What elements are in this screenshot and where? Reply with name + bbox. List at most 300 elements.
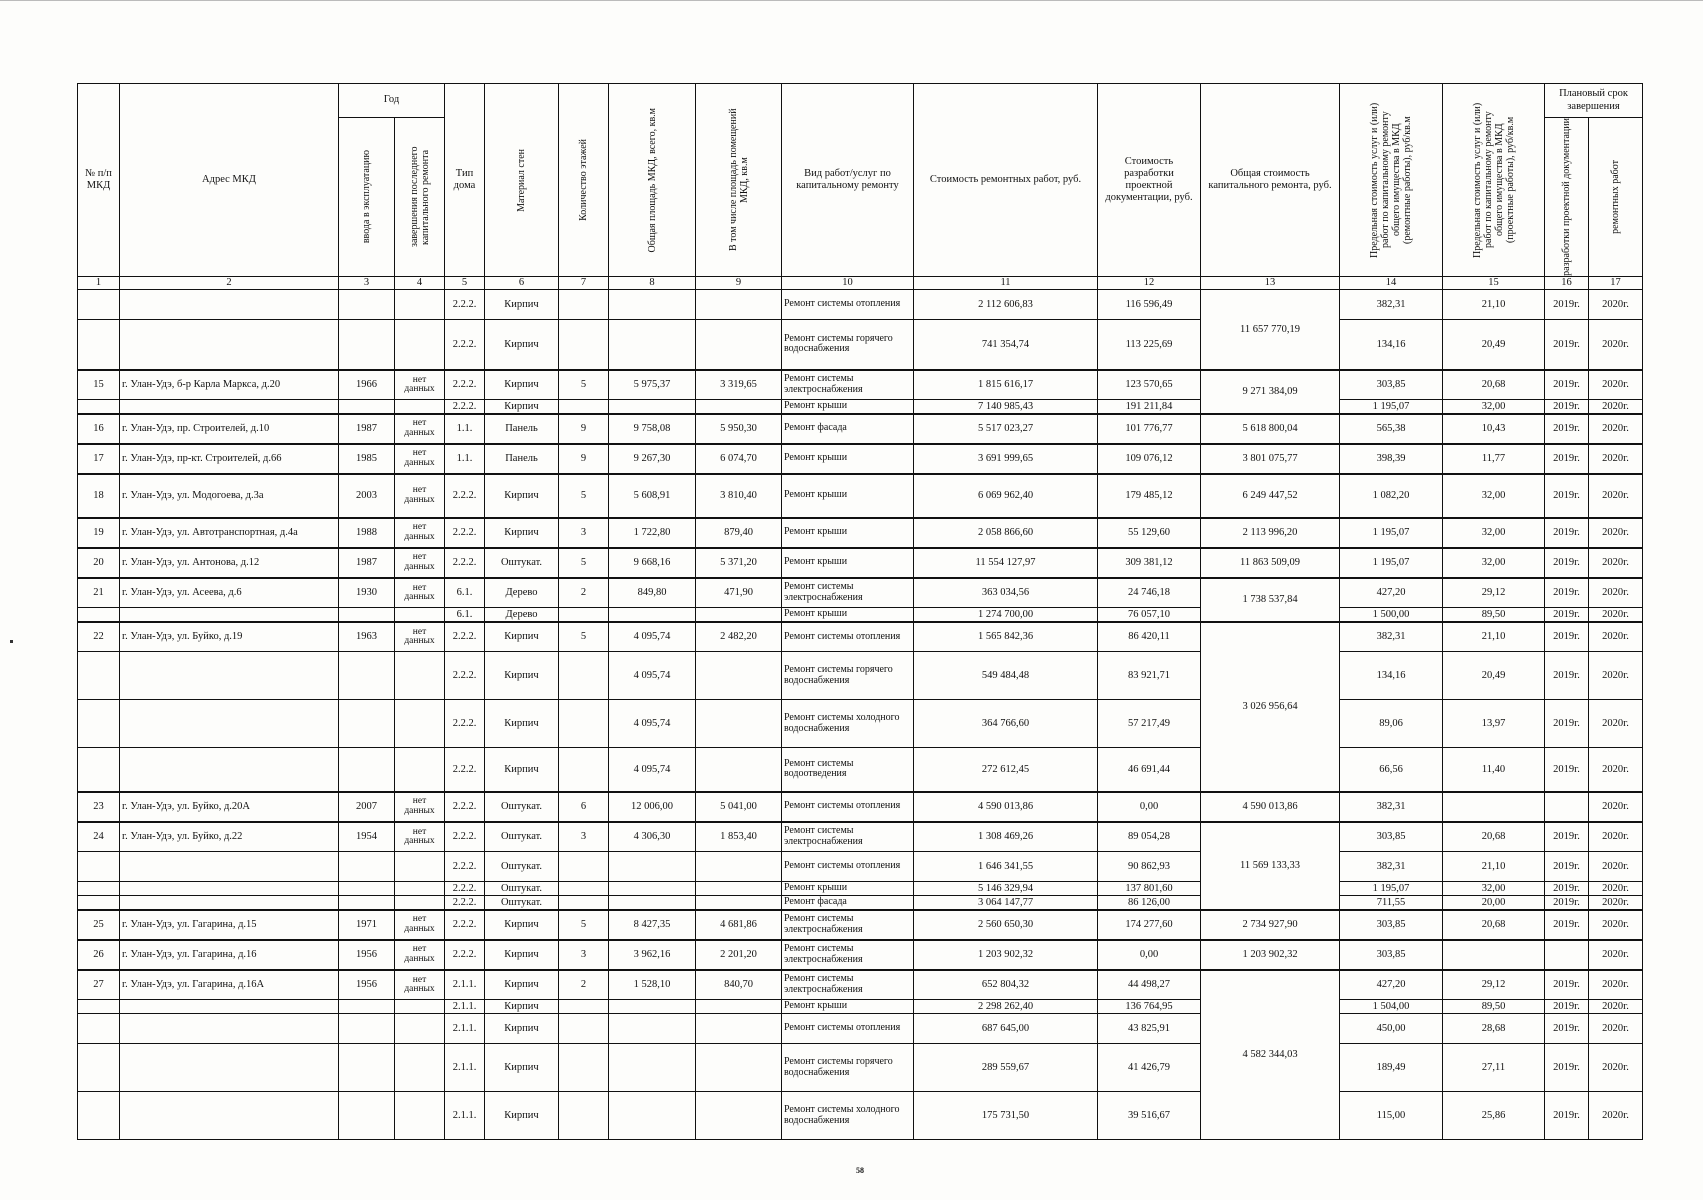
- cell-total-cost: 1 203 902,32: [1201, 940, 1340, 970]
- cell-work-type: Ремонт системы электроснабжения: [782, 370, 914, 400]
- cell-plan-design: 2019г.: [1545, 320, 1589, 370]
- cell-limit-design: 21,10: [1443, 622, 1545, 652]
- cell-year-last-repair: [395, 608, 445, 622]
- cell-premises-area: 5 041,00: [696, 792, 782, 822]
- cell-work-type: Ремонт крыши: [782, 400, 914, 414]
- cell-num: 24: [78, 822, 120, 852]
- cell-total-cost: 6 249 447,52: [1201, 474, 1340, 518]
- cell-design-cost: 44 498,27: [1098, 970, 1201, 1000]
- cell-year-last-repair: нет данных: [395, 548, 445, 578]
- cell-year-last-repair: [395, 1014, 445, 1044]
- cell-design-cost: 113 225,69: [1098, 320, 1201, 370]
- cell-wall-material: Кирпич: [485, 400, 559, 414]
- table-row: [78, 700, 1643, 748]
- table-row: [78, 290, 1643, 320]
- cell-house-type: 2.2.2.: [445, 320, 485, 370]
- cell-floors: 5: [559, 474, 609, 518]
- cell-house-type: 2.2.2.: [445, 400, 485, 414]
- cell-year-commission: [339, 652, 395, 700]
- cell-total-area: [609, 1014, 696, 1044]
- cell-address: [120, 320, 339, 370]
- cell-year-commission: [339, 1092, 395, 1140]
- cell-num: 17: [78, 444, 120, 474]
- cell-total-area: 1 722,80: [609, 518, 696, 548]
- cell-address: г. Улан-Удэ, пр-кт. Строителей, д.66: [120, 444, 339, 474]
- cell-work-type: Ремонт системы отопления: [782, 622, 914, 652]
- table-row: [78, 940, 1643, 970]
- cell-year-commission: 1954: [339, 822, 395, 852]
- cell-year-last-repair: [395, 1092, 445, 1140]
- cell-limit-repair: 427,20: [1340, 970, 1443, 1000]
- cell-address: г. Улан-Удэ, ул. Асеева, д.6: [120, 578, 339, 608]
- cell-wall-material: Кирпич: [485, 940, 559, 970]
- cell-total-area: 9 758,08: [609, 414, 696, 444]
- cell-premises-area: 879,40: [696, 518, 782, 548]
- cell-address: г. Улан-Удэ, ул. Гагарина, д.16: [120, 940, 339, 970]
- cell-limit-repair: 1 195,07: [1340, 548, 1443, 578]
- cell-num: 25: [78, 910, 120, 940]
- cell-house-type: 2.2.2.: [445, 290, 485, 320]
- cell-plan-repair: 2020г.: [1589, 548, 1643, 578]
- cell-num: [78, 896, 120, 910]
- cell-premises-area: [696, 882, 782, 896]
- cell-premises-area: 6 074,70: [696, 444, 782, 474]
- cell-design-cost: 43 825,91: [1098, 1014, 1201, 1044]
- cell-design-cost: 0,00: [1098, 792, 1201, 822]
- cell-plan-design: 2019г.: [1545, 652, 1589, 700]
- cell-total-cost: 2 113 996,20: [1201, 518, 1340, 548]
- cell-year-last-repair: [395, 400, 445, 414]
- cell-design-cost: 83 921,71: [1098, 652, 1201, 700]
- cell-limit-repair: 382,31: [1340, 290, 1443, 320]
- cell-limit-repair: 66,56: [1340, 748, 1443, 792]
- cell-address: г. Улан-Удэ, б-р Карла Маркса, д.20: [120, 370, 339, 400]
- cell-year-commission: 1930: [339, 578, 395, 608]
- cell-wall-material: Кирпич: [485, 652, 559, 700]
- cell-design-cost: 39 516,67: [1098, 1092, 1201, 1140]
- cell-total-area: 4 095,74: [609, 700, 696, 748]
- table-row: [78, 608, 1643, 622]
- cell-year-commission: 1987: [339, 414, 395, 444]
- cell-address: г. Улан-Удэ, ул. Буйко, д.22: [120, 822, 339, 852]
- cell-premises-area: 4 681,86: [696, 910, 782, 940]
- cell-limit-design: 28,68: [1443, 1014, 1545, 1044]
- cell-num: 20: [78, 548, 120, 578]
- cell-address: [120, 852, 339, 882]
- cell-wall-material: Оштукат.: [485, 882, 559, 896]
- cell-limit-design: 25,86: [1443, 1092, 1545, 1140]
- cell-work-type: Ремонт крыши: [782, 444, 914, 474]
- cell-premises-area: [696, 896, 782, 910]
- cell-repair-cost: 5 146 329,94: [914, 882, 1098, 896]
- cell-limit-design: 32,00: [1443, 400, 1545, 414]
- cell-repair-cost: 1 203 902,32: [914, 940, 1098, 970]
- table-row: [78, 1044, 1643, 1092]
- cell-house-type: 2.1.1.: [445, 1092, 485, 1140]
- cell-repair-cost: 11 554 127,97: [914, 548, 1098, 578]
- cell-total-cost: 2 734 927,90: [1201, 910, 1340, 940]
- cell-wall-material: Кирпич: [485, 290, 559, 320]
- cell-year-commission: [339, 1014, 395, 1044]
- cell-plan-repair: 2020г.: [1589, 896, 1643, 910]
- cell-wall-material: Дерево: [485, 578, 559, 608]
- cell-num: [78, 700, 120, 748]
- cell-wall-material: Кирпич: [485, 1000, 559, 1014]
- header-repair-cost: Стоимость ремонтных работ, руб.: [914, 84, 1098, 277]
- cell-floors: [559, 1000, 609, 1014]
- cell-plan-repair: 2020г.: [1589, 622, 1643, 652]
- cell-house-type: 2.1.1.: [445, 1000, 485, 1014]
- cell-limit-design: 20,68: [1443, 370, 1545, 400]
- cell-limit-design: 32,00: [1443, 548, 1545, 578]
- cell-premises-area: [696, 608, 782, 622]
- cell-work-type: Ремонт фасада: [782, 896, 914, 910]
- cell-num: 22: [78, 622, 120, 652]
- cell-house-type: 6.1.: [445, 608, 485, 622]
- cell-limit-design: 13,97: [1443, 700, 1545, 748]
- cell-design-cost: 90 862,93: [1098, 852, 1201, 882]
- table-row: [78, 518, 1643, 548]
- cell-num: 15: [78, 370, 120, 400]
- cell-limit-design: 89,50: [1443, 1000, 1545, 1014]
- top-edge-rule: [0, 0, 1703, 1]
- cell-premises-area: 2 201,20: [696, 940, 782, 970]
- table-row: [78, 474, 1643, 518]
- table-body: [78, 290, 1643, 1140]
- cell-house-type: 2.2.2.: [445, 548, 485, 578]
- cell-address: [120, 290, 339, 320]
- cell-premises-area: [696, 700, 782, 748]
- cell-plan-repair: 2020г.: [1589, 970, 1643, 1000]
- cell-premises-area: 5 950,30: [696, 414, 782, 444]
- cell-total-area: 8 427,35: [609, 910, 696, 940]
- cell-year-commission: [339, 852, 395, 882]
- header-total-cost: Общая стоимость капитального ремонта, руб.: [1201, 84, 1340, 277]
- cell-year-last-repair: [395, 748, 445, 792]
- cell-work-type: Ремонт системы отопления: [782, 792, 914, 822]
- table-row: [78, 400, 1643, 414]
- cell-year-last-repair: нет данных: [395, 414, 445, 444]
- cell-premises-area: 3 319,65: [696, 370, 782, 400]
- cell-limit-design: 20,00: [1443, 896, 1545, 910]
- table-row: [78, 970, 1643, 1000]
- header-plan-group: Плановый срок завершения: [1545, 84, 1643, 118]
- table-row: [78, 748, 1643, 792]
- cell-limit-repair: 1 082,20: [1340, 474, 1443, 518]
- cell-house-type: 2.2.2.: [445, 474, 485, 518]
- cell-limit-repair: 1 195,07: [1340, 882, 1443, 896]
- cell-year-last-repair: [395, 882, 445, 896]
- cell-house-type: 2.2.2.: [445, 748, 485, 792]
- cell-plan-design: 2019г.: [1545, 414, 1589, 444]
- cell-total-area: 4 095,74: [609, 622, 696, 652]
- cell-limit-repair: 134,16: [1340, 652, 1443, 700]
- cell-floors: [559, 1044, 609, 1092]
- col-number: 16: [1545, 277, 1589, 290]
- cell-premises-area: [696, 1044, 782, 1092]
- cell-year-commission: 2007: [339, 792, 395, 822]
- cell-plan-repair: 2020г.: [1589, 852, 1643, 882]
- cell-limit-repair: 1 504,00: [1340, 1000, 1443, 1014]
- cell-wall-material: Оштукат.: [485, 792, 559, 822]
- cell-address: [120, 608, 339, 622]
- cell-num: [78, 320, 120, 370]
- cell-plan-repair: 2020г.: [1589, 792, 1643, 822]
- cell-plan-design: 2019г.: [1545, 290, 1589, 320]
- cell-plan-repair: 2020г.: [1589, 578, 1643, 608]
- cell-total-cost: 4 590 013,86: [1201, 792, 1340, 822]
- cell-plan-repair: 2020г.: [1589, 652, 1643, 700]
- cell-wall-material: Кирпич: [485, 622, 559, 652]
- cell-total-area: [609, 882, 696, 896]
- cell-year-commission: [339, 608, 395, 622]
- cell-design-cost: 0,00: [1098, 940, 1201, 970]
- col-number: 14: [1340, 277, 1443, 290]
- cell-total-area: [609, 290, 696, 320]
- cell-plan-design: 2019г.: [1545, 700, 1589, 748]
- cell-total-area: 4 095,74: [609, 748, 696, 792]
- cell-address: [120, 1092, 339, 1140]
- cell-premises-area: [696, 290, 782, 320]
- cell-year-commission: [339, 700, 395, 748]
- cell-plan-design: 2019г.: [1545, 852, 1589, 882]
- cell-wall-material: Кирпич: [485, 1092, 559, 1140]
- cell-house-type: 6.1.: [445, 578, 485, 608]
- cell-year-commission: 2003: [339, 474, 395, 518]
- header-work-type: Вид работ/услуг по капитальному ремонту: [782, 84, 914, 277]
- cell-work-type: Ремонт крыши: [782, 608, 914, 622]
- cell-repair-cost: 1 565 842,36: [914, 622, 1098, 652]
- capital-repair-table: [77, 83, 1643, 1140]
- cell-limit-repair: 450,00: [1340, 1014, 1443, 1044]
- cell-year-commission: 1966: [339, 370, 395, 400]
- cell-address: [120, 896, 339, 910]
- cell-limit-repair: 398,39: [1340, 444, 1443, 474]
- cell-year-commission: [339, 896, 395, 910]
- cell-premises-area: 5 371,20: [696, 548, 782, 578]
- cell-limit-design: 32,00: [1443, 882, 1545, 896]
- cell-limit-design: 89,50: [1443, 608, 1545, 622]
- cell-design-cost: 101 776,77: [1098, 414, 1201, 444]
- cell-floors: 3: [559, 822, 609, 852]
- cell-num: [78, 290, 120, 320]
- cell-year-last-repair: [395, 652, 445, 700]
- cell-total-cost: 3 801 075,77: [1201, 444, 1340, 474]
- cell-design-cost: 57 217,49: [1098, 700, 1201, 748]
- cell-house-type: 2.2.2.: [445, 852, 485, 882]
- col-number: 11: [914, 277, 1098, 290]
- cell-address: [120, 700, 339, 748]
- cell-year-commission: 1971: [339, 910, 395, 940]
- cell-total-area: 9 267,30: [609, 444, 696, 474]
- cell-limit-design: 29,12: [1443, 578, 1545, 608]
- header-num: № п/п МКД: [78, 84, 120, 277]
- cell-wall-material: Оштукат.: [485, 548, 559, 578]
- cell-total-cost: 11 657 770,19: [1201, 290, 1340, 370]
- header-year-last-repair: завершения последнего капитального ремонта: [395, 118, 445, 277]
- cell-limit-design: 32,00: [1443, 474, 1545, 518]
- cell-total-area: 4 095,74: [609, 652, 696, 700]
- cell-floors: [559, 896, 609, 910]
- cell-limit-design: 29,12: [1443, 970, 1545, 1000]
- cell-work-type: Ремонт системы электроснабжения: [782, 578, 914, 608]
- col-number: 9: [696, 277, 782, 290]
- cell-year-last-repair: [395, 290, 445, 320]
- cell-limit-design: 20,68: [1443, 822, 1545, 852]
- cell-plan-design: 2019г.: [1545, 622, 1589, 652]
- cell-plan-design: 2019г.: [1545, 400, 1589, 414]
- cell-year-last-repair: [395, 852, 445, 882]
- cell-design-cost: 86 126,00: [1098, 896, 1201, 910]
- cell-wall-material: Кирпич: [485, 748, 559, 792]
- cell-num: 18: [78, 474, 120, 518]
- cell-num: [78, 1014, 120, 1044]
- table-row: [78, 1014, 1643, 1044]
- cell-address: [120, 652, 339, 700]
- cell-plan-repair: 2020г.: [1589, 444, 1643, 474]
- header-premises-area: В том числе площадь помещений МКД, кв.м: [696, 84, 782, 277]
- header-year-commission: ввода в эксплуатацию: [339, 118, 395, 277]
- cell-plan-design: 2019г.: [1545, 548, 1589, 578]
- col-number: 7: [559, 277, 609, 290]
- cell-wall-material: Кирпич: [485, 970, 559, 1000]
- cell-wall-material: Кирпич: [485, 370, 559, 400]
- cell-plan-design: [1545, 940, 1589, 970]
- cell-house-type: 2.2.2.: [445, 882, 485, 896]
- cell-work-type: Ремонт системы электроснабжения: [782, 822, 914, 852]
- cell-year-last-repair: [395, 1000, 445, 1014]
- cell-house-type: 2.2.2.: [445, 822, 485, 852]
- cell-limit-repair: 303,85: [1340, 910, 1443, 940]
- cell-total-cost: 11 863 509,09: [1201, 548, 1340, 578]
- cell-limit-repair: 1 195,07: [1340, 518, 1443, 548]
- cell-work-type: Ремонт системы электроснабжения: [782, 910, 914, 940]
- cell-design-cost: 123 570,65: [1098, 370, 1201, 400]
- cell-year-last-repair: [395, 700, 445, 748]
- cell-limit-repair: 382,31: [1340, 792, 1443, 822]
- cell-floors: 3: [559, 518, 609, 548]
- cell-wall-material: Кирпич: [485, 1014, 559, 1044]
- cell-premises-area: [696, 748, 782, 792]
- cell-year-last-repair: [395, 896, 445, 910]
- cell-repair-cost: 364 766,60: [914, 700, 1098, 748]
- cell-repair-cost: 2 058 866,60: [914, 518, 1098, 548]
- cell-premises-area: [696, 1014, 782, 1044]
- cell-plan-repair: 2020г.: [1589, 474, 1643, 518]
- cell-year-commission: 1963: [339, 622, 395, 652]
- cell-plan-repair: 2020г.: [1589, 518, 1643, 548]
- cell-limit-repair: 134,16: [1340, 320, 1443, 370]
- table-row: [78, 444, 1643, 474]
- cell-plan-repair: 2020г.: [1589, 1014, 1643, 1044]
- cell-floors: 3: [559, 940, 609, 970]
- cell-design-cost: 109 076,12: [1098, 444, 1201, 474]
- cell-wall-material: Кирпич: [485, 700, 559, 748]
- cell-plan-design: 2019г.: [1545, 370, 1589, 400]
- table-row: [78, 414, 1643, 444]
- cell-repair-cost: 741 354,74: [914, 320, 1098, 370]
- cell-repair-cost: 2 112 606,83: [914, 290, 1098, 320]
- cell-plan-design: 2019г.: [1545, 1092, 1589, 1140]
- cell-house-type: 2.2.2.: [445, 940, 485, 970]
- cell-design-cost: 116 596,49: [1098, 290, 1201, 320]
- header-limit-design: Предельная стоимость услуг и (или) работ по капитальному ремонту общего имущества в МКД (проектные работы), руб/кв.м: [1443, 84, 1545, 277]
- cell-floors: [559, 652, 609, 700]
- cell-house-type: 2.2.2.: [445, 700, 485, 748]
- cell-work-type: Ремонт системы отопления: [782, 1014, 914, 1044]
- table-row: [78, 622, 1643, 652]
- cell-plan-design: 2019г.: [1545, 474, 1589, 518]
- header-row-1: [78, 84, 1643, 118]
- cell-floors: [559, 1014, 609, 1044]
- cell-floors: [559, 290, 609, 320]
- header-plan-design: разработки проектной документации: [1545, 118, 1589, 277]
- cell-work-type: Ремонт системы водоотведения: [782, 748, 914, 792]
- cell-floors: 2: [559, 578, 609, 608]
- cell-design-cost: 136 764,95: [1098, 1000, 1201, 1014]
- cell-plan-design: 2019г.: [1545, 1014, 1589, 1044]
- cell-plan-design: 2019г.: [1545, 578, 1589, 608]
- table-row: [78, 1092, 1643, 1140]
- table-row: [78, 792, 1643, 822]
- header-address: Адрес МКД: [120, 84, 339, 277]
- cell-plan-repair: 2020г.: [1589, 1044, 1643, 1092]
- cell-house-type: 2.2.2.: [445, 518, 485, 548]
- cell-total-area: 5 975,37: [609, 370, 696, 400]
- cell-premises-area: [696, 1092, 782, 1140]
- cell-num: 21: [78, 578, 120, 608]
- cell-plan-repair: 2020г.: [1589, 940, 1643, 970]
- cell-design-cost: 89 054,28: [1098, 822, 1201, 852]
- cell-repair-cost: 652 804,32: [914, 970, 1098, 1000]
- cell-wall-material: Оштукат.: [485, 896, 559, 910]
- cell-address: [120, 1044, 339, 1092]
- cell-year-last-repair: [395, 1044, 445, 1092]
- cell-limit-repair: 189,49: [1340, 1044, 1443, 1092]
- col-number: 2: [120, 277, 339, 290]
- cell-design-cost: 24 746,18: [1098, 578, 1201, 608]
- cell-address: г. Улан-Удэ, ул. Антонова, д.12: [120, 548, 339, 578]
- cell-year-last-repair: нет данных: [395, 940, 445, 970]
- page-number: 58: [856, 1166, 864, 1175]
- cell-house-type: 2.2.2.: [445, 910, 485, 940]
- cell-limit-repair: 303,85: [1340, 370, 1443, 400]
- cell-work-type: Ремонт системы электроснабжения: [782, 970, 914, 1000]
- table-row: [78, 548, 1643, 578]
- table-row: [78, 578, 1643, 608]
- cell-num: [78, 400, 120, 414]
- cell-work-type: Ремонт крыши: [782, 882, 914, 896]
- cell-year-last-repair: [395, 320, 445, 370]
- cell-wall-material: Дерево: [485, 608, 559, 622]
- header-design-cost: Стоимость разработки проектной документации, руб.: [1098, 84, 1201, 277]
- cell-design-cost: 55 129,60: [1098, 518, 1201, 548]
- cell-plan-repair: 2020г.: [1589, 748, 1643, 792]
- cell-premises-area: [696, 1000, 782, 1014]
- cell-total-cost: 5 618 800,04: [1201, 414, 1340, 444]
- cell-limit-design: 10,43: [1443, 414, 1545, 444]
- cell-design-cost: 137 801,60: [1098, 882, 1201, 896]
- cell-total-cost: 11 569 133,33: [1201, 822, 1340, 910]
- cell-plan-repair: 2020г.: [1589, 608, 1643, 622]
- col-number: 8: [609, 277, 696, 290]
- cell-wall-material: Панель: [485, 414, 559, 444]
- cell-plan-design: 2019г.: [1545, 896, 1589, 910]
- cell-num: [78, 1000, 120, 1014]
- cell-house-type: 2.2.2.: [445, 370, 485, 400]
- col-number: 10: [782, 277, 914, 290]
- cell-repair-cost: 3 691 999,65: [914, 444, 1098, 474]
